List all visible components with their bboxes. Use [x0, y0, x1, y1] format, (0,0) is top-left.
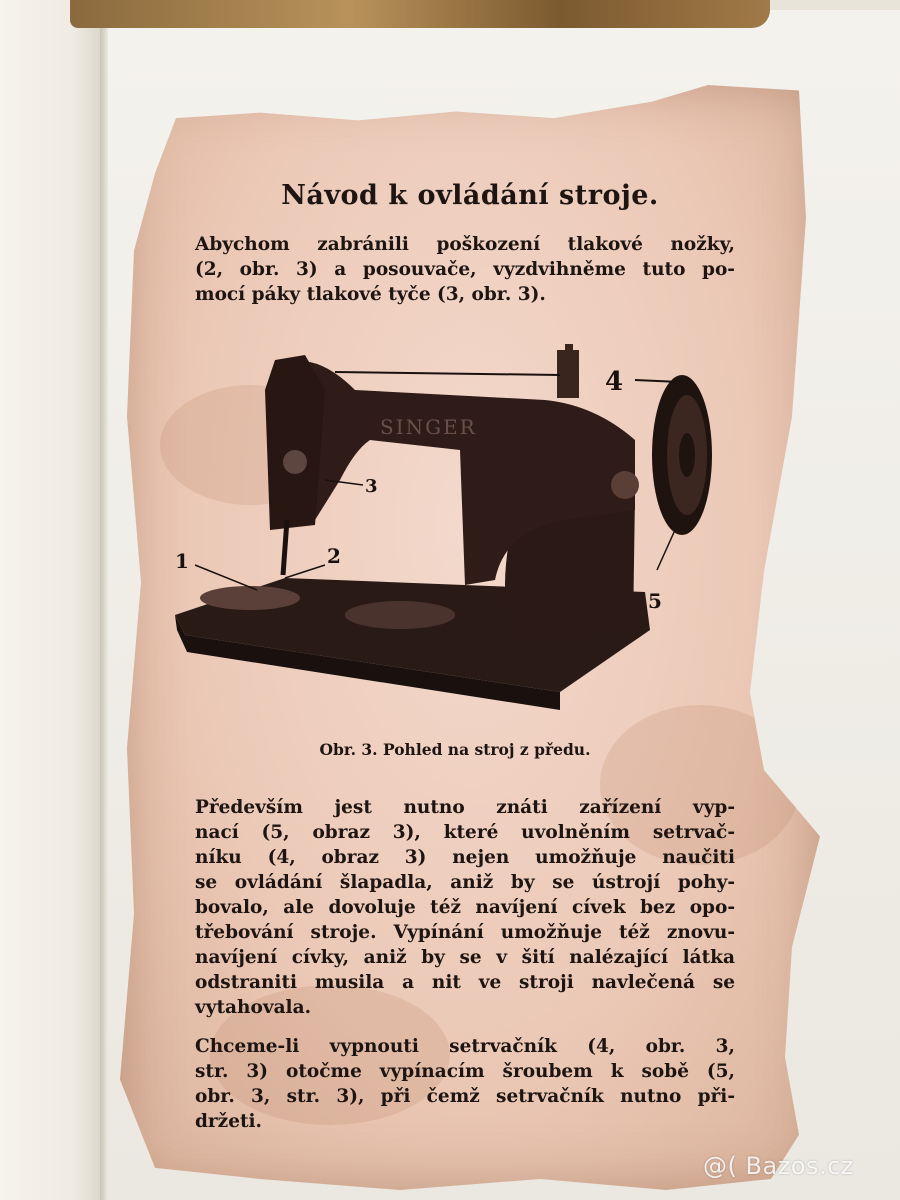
body-line: vytahovala. — [195, 997, 312, 1018]
cover-edge — [70, 0, 770, 28]
callout-4: 4 — [605, 367, 624, 397]
callout-3: 3 — [365, 476, 378, 497]
closing-line: obr. 3, str. 3), při čemž setrvačník nutno při- — [195, 1086, 735, 1107]
body-line: se ovládání šlapadla, aniž by se ústrojí pohy- — [195, 872, 735, 893]
closing-line: držeti. — [195, 1111, 262, 1132]
body-line: odstraniti musila a nit ve stroji navlečená se — [195, 972, 735, 993]
figure-caption: Obr. 3. Pohled na stroj z předu. — [319, 740, 591, 759]
body-line: navíjení cívky, aniž by se v šití nalézající látka — [195, 947, 735, 968]
callout-1: 1 — [175, 549, 189, 573]
callout-2: 2 — [327, 544, 341, 568]
body-line: nací (5, obraz 3), které uvolněním setrvač- — [195, 822, 735, 843]
closing-line: str. 3) otočme vypínacím šroubem k sobě (5, — [195, 1061, 735, 1082]
page-title: Návod k ovládání stroje. — [281, 180, 659, 211]
body-line: třebování stroje. Vypínání umožňuje též znovu- — [195, 922, 735, 943]
callout-5: 5 — [648, 589, 662, 613]
intro-paragraph — [195, 232, 735, 307]
intro-line: Abychom zabránili poškození tlakové nožky, — [195, 234, 735, 255]
sewing-machine-illustration — [165, 330, 725, 730]
left-page — [0, 0, 105, 1200]
closing-paragraph — [195, 1034, 735, 1134]
body-line: Především jest nutno znáti zařízení vyp- — [195, 797, 735, 818]
intro-line: (2, obr. 3) a posouvače, vyzdvihněme tuto po- — [195, 259, 735, 280]
body-line: bovalo, ale dovoluje též navíjení cívek bez opo- — [195, 897, 735, 918]
body-paragraph — [195, 795, 735, 1020]
closing-line: Chceme-li vypnouti setrvačník (4, obr. 3, — [195, 1036, 735, 1057]
machine-brand-text: SINGER — [380, 415, 477, 439]
body-line: níku (4, obraz 3) nejen umožňuje naučiti — [195, 847, 735, 868]
bazos-watermark: @( Bazos.cz — [703, 1152, 854, 1180]
intro-line: mocí páky tlakové tyče (3, obr. 3). — [195, 284, 546, 305]
